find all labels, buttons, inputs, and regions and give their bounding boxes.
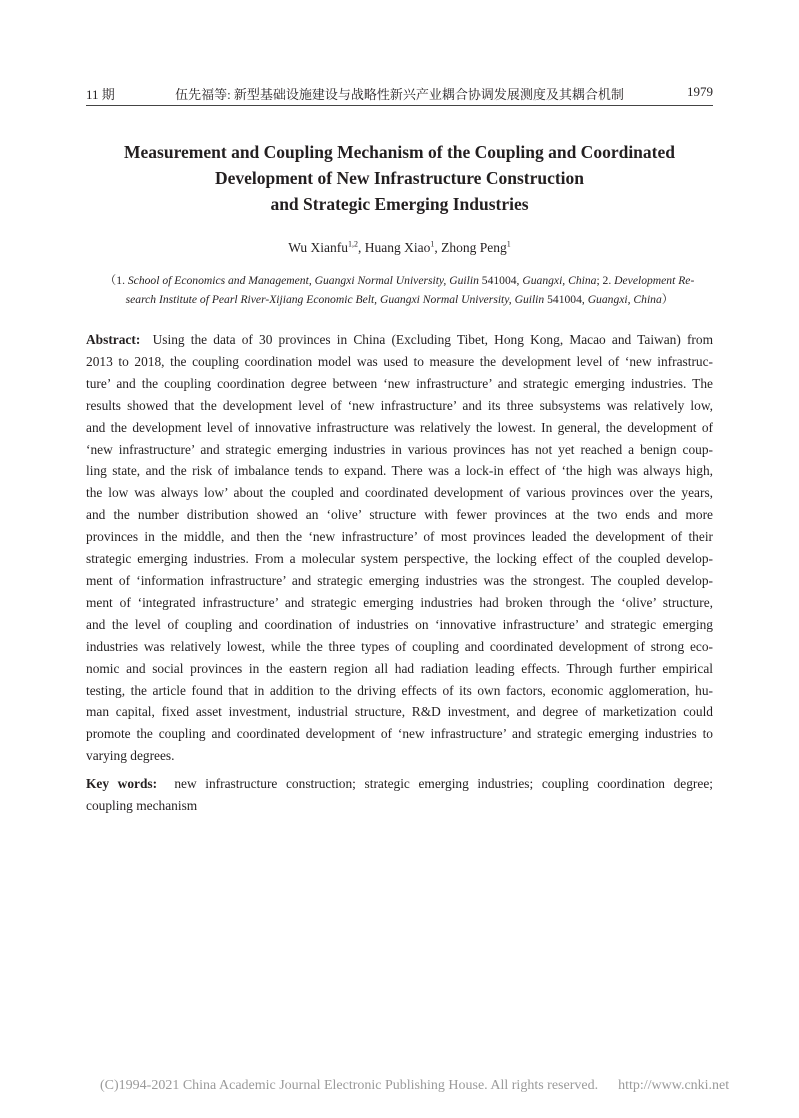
abstract-line: 2013 to 2018, the coupling coordination model was used to measure the development level of ‘new infrastruc- — [86, 353, 713, 369]
affiliation-line — [86, 271, 713, 290]
abstract-line: ‘new infrastructure’ and strategic emerging industries in various provinces has not yet reached a benign coup- — [86, 441, 713, 457]
abstract-line: strategic emerging industries. From a molecular system perspective, the locking effect of the coupled develop- — [86, 551, 713, 567]
abstract-line: ment of ‘integrated infrastructure’ and strategic emerging industries had broken through the ‘olive’ structure, — [86, 594, 713, 610]
page-number: 1979 — [687, 84, 713, 99]
abstract-line: and the level of coupling and coordination of industries on ‘innovative infrastructure’ and strategic emerging — [86, 616, 713, 632]
abstract-line: ture’ and the coupling coordination degree between ‘new infrastructure’ and strategic emerging industries. The — [86, 375, 713, 391]
affiliation-text: ） — [661, 293, 674, 306]
abstract-line: ling state, and the risk of imbalance tends to expand. There was a lock-in effect of ‘the high was always high, — [86, 463, 713, 479]
keywords-line: coupling mechanism — [86, 798, 198, 813]
affiliation-text: Guangxi, China — [522, 274, 597, 287]
abstract-line: and the development level of innovative infrastructure was relatively the lowest. In general, the development of — [86, 419, 713, 435]
author-affiliation-mark: 1,2 — [348, 239, 359, 249]
abstract — [86, 329, 713, 767]
abstract-line — [86, 329, 713, 351]
author-list — [86, 240, 713, 256]
abstract-line: industries was relatively lowest, while the three types of coupling and coordinated development of strong eco- — [86, 638, 713, 654]
abstract-label: Abstract: — [86, 332, 141, 347]
abstract-line: promote the coupling and coordinated development of ‘new infrastructure’ and strategic emerging industries to — [86, 726, 713, 742]
abstract-line: testing, the article found that in addition to the driving effects of its own factors, economic agglomeration, hu- — [86, 682, 713, 698]
author-name: Wu Xianfu — [288, 240, 349, 255]
author-separator: , — [434, 240, 442, 255]
affiliation-text: 541004, — [544, 293, 588, 306]
footer-url: http://www.cnki.net — [618, 1078, 730, 1093]
author-name: Huang Xiao — [364, 240, 431, 255]
title-line: and Strategic Emerging Industries — [270, 194, 529, 214]
title-line: Measurement and Coupling Mechanism of the Coupling and Coordinated — [124, 142, 675, 162]
abstract-line: provinces in the middle, and then the ‘new infrastructure’ of most provinces leaded the development of their — [86, 529, 713, 545]
running-header — [86, 84, 713, 104]
copyright-footer — [100, 1078, 729, 1094]
keywords-label: Key words: — [86, 776, 158, 791]
abstract-line: nomic and social provinces in the eastern region all had radiation leading effects. Through further empirical — [86, 660, 713, 676]
author-affiliation-mark: 1 — [506, 239, 511, 249]
author-name: Zhong Peng — [441, 240, 507, 255]
affiliation-text: Guangxi, China — [587, 293, 662, 306]
title-line: Development of New Infrastructure Construction — [214, 168, 585, 188]
affiliation-text: search Institute of Pearl River-Xijiang Economic Belt, Guangxi Normal University, Guilin — [125, 293, 545, 306]
abstract-line: ment of ‘information infrastructure’ and strategic emerging industries was the strongest. The coupled develop- — [86, 572, 713, 588]
header-divider — [86, 105, 713, 106]
keywords-line — [86, 773, 713, 795]
affiliation-text: 541004, — [478, 274, 523, 287]
abstract-line: the low was always low’ about the coupled and coordinated development of various provinces over the years, — [86, 485, 713, 501]
copyright-text: (C)1994-2021 China Academic Journal Electronic Publishing House. All rights reserved. — [100, 1078, 599, 1093]
abstract-line: results showed that the development level of ‘new infrastructure’ and its three subsystems was relatively low, — [86, 397, 713, 413]
affiliation-text: Development Re- — [614, 274, 695, 287]
affiliation-line — [86, 290, 713, 309]
affiliations — [86, 271, 713, 309]
affiliation-text: ; 2. — [596, 274, 615, 287]
author-affiliation-mark: 1 — [430, 239, 435, 249]
abstract-line: varying degrees. — [86, 748, 175, 764]
affiliation-text: （1. — [104, 274, 128, 287]
abstract-line: man capital, fixed asset investment, industrial structure, R&D investment, and degree of marketization could — [86, 704, 713, 720]
keywords — [86, 773, 713, 817]
running-title: 伍先福等: 新型基础设施建设与战略性新兴产业耦合协调发展测度及其耦合机制 — [175, 87, 624, 102]
keywords-text: new infrastructure construction; strategic emerging industries; coupling coordination degree; — [174, 776, 713, 791]
affiliation-text: School of Economics and Management, Guangxi Normal University, Guilin — [127, 274, 479, 287]
abstract-line: and the number distribution showed an ‘olive’ structure with fewer provinces at the two ends and more — [86, 507, 713, 523]
issue-number: 11 期 — [86, 87, 115, 102]
abstract-text: Using the data of 30 provinces in China (Excluding Tibet, Hong Kong, Macao and Taiwan) from — [152, 332, 714, 347]
author-separator: , — [358, 240, 365, 255]
paper-title — [86, 139, 713, 217]
